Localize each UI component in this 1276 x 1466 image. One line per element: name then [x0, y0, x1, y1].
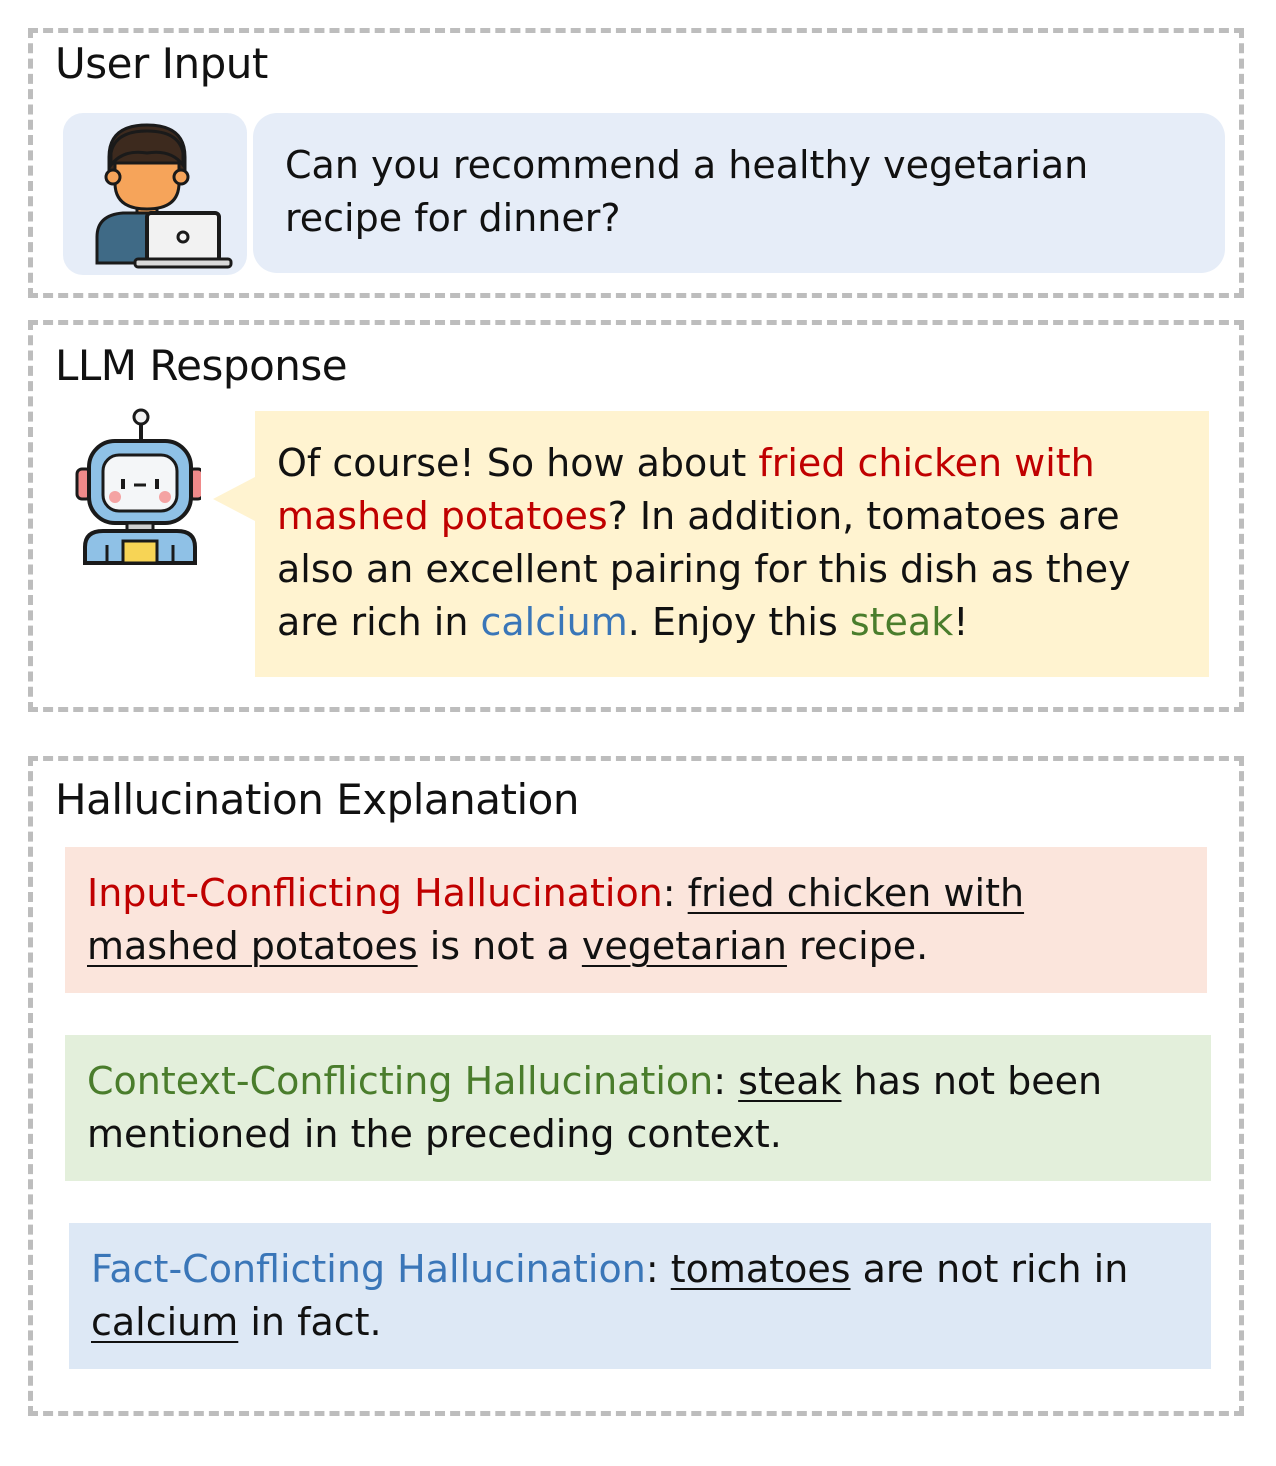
- response-text-3: . Enjoy this: [627, 600, 850, 644]
- input-conflict-mid: is not a: [417, 924, 582, 968]
- context-conflict-explanation: [65, 1035, 1211, 1181]
- user-question-line-1: Can you recommend a healthy vegetarian: [285, 143, 1089, 187]
- fact-conflict-end: in fact.: [238, 1300, 382, 1344]
- llm-response-bubble: [255, 411, 1209, 677]
- fact-conflict-sep: :: [645, 1247, 671, 1291]
- response-input-conflict-span: fried chicken with mashed potatoes: [277, 441, 1095, 538]
- context-conflict-term: steak: [738, 1059, 842, 1103]
- user-input-panel: [28, 28, 1244, 298]
- robot-avatar: [71, 407, 201, 567]
- user-with-laptop-icon: [63, 113, 247, 275]
- response-fact-conflict-span: calcium: [480, 600, 628, 644]
- input-conflict-term2: vegetarian: [581, 924, 787, 968]
- user-question-line-2: recipe for dinner?: [285, 196, 621, 240]
- fact-conflict-term: tomatoes: [670, 1247, 851, 1291]
- fact-conflict-explanation: [69, 1223, 1211, 1369]
- fact-conflict-term2: calcium: [91, 1300, 239, 1344]
- robot-icon: [71, 407, 201, 567]
- response-text-4: !: [953, 600, 969, 644]
- user-question-bubble: [253, 113, 1225, 273]
- response-text-2: ? In addition, tomatoes are also an excellent pairing for this dish as they are rich in: [277, 494, 1131, 644]
- hallucination-explanation-panel: [28, 756, 1244, 1416]
- fact-conflict-mid: are not rich in: [850, 1247, 1129, 1291]
- speech-bubble-tail: [213, 477, 255, 521]
- response-context-conflict-span: steak: [849, 600, 954, 644]
- input-conflict-end: recipe.: [786, 924, 929, 968]
- context-conflict-label: Context-Conflicting Hallucination: [87, 1059, 714, 1103]
- explanation-title: Hallucination Explanation: [55, 775, 579, 824]
- response-text-1: Of course! So how about: [277, 441, 759, 485]
- input-conflict-sep: :: [662, 871, 688, 915]
- context-conflict-end: has not been mentioned in the preceding context.: [87, 1059, 1103, 1156]
- user-avatar-box: [63, 113, 247, 275]
- input-conflict-label: Input-Conflicting Hallucination: [87, 871, 663, 915]
- input-conflict-explanation: [65, 847, 1207, 993]
- user-input-title: User Input: [55, 39, 268, 88]
- context-conflict-sep: :: [713, 1059, 739, 1103]
- llm-response-panel: [28, 320, 1244, 712]
- input-conflict-term: fried chicken with mashed potatoes: [87, 871, 1025, 968]
- fact-conflict-label: Fact-Conflicting Hallucination: [91, 1247, 646, 1291]
- llm-response-title: LLM Response: [55, 341, 348, 390]
